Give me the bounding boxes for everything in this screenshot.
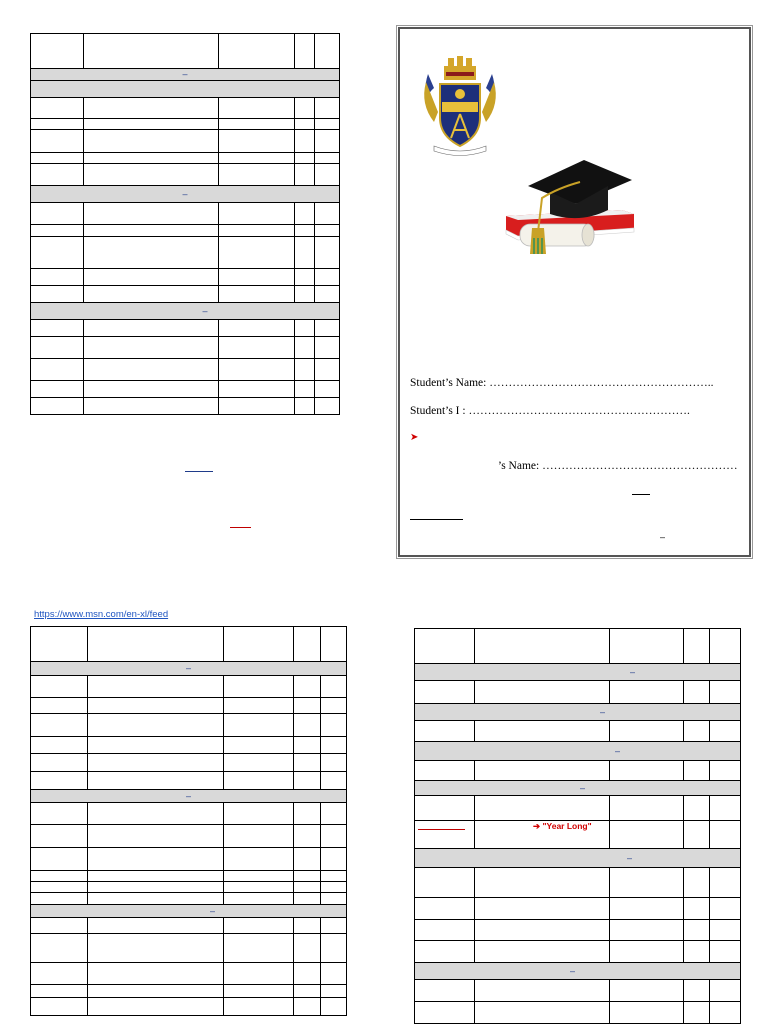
section-dash: – — [579, 782, 585, 793]
year-long-note: ➔ "Year Long" — [533, 821, 592, 831]
course-table-bottom-left — [30, 626, 347, 1016]
section-dash: – — [185, 663, 191, 673]
table-header-row — [31, 34, 340, 69]
table-row — [31, 803, 347, 825]
red-underline — [418, 829, 465, 830]
section-dash: – — [599, 706, 605, 717]
section-dash: – — [629, 666, 635, 677]
table-row — [31, 119, 340, 130]
table-row — [31, 153, 340, 164]
table-row — [31, 963, 347, 985]
section-dash: – — [626, 852, 632, 863]
section-row — [31, 905, 347, 918]
table-row — [415, 868, 741, 898]
table-row — [415, 980, 741, 1002]
section-dash: – — [182, 69, 188, 79]
table-row — [415, 1002, 741, 1024]
section-row — [415, 704, 741, 721]
table-row — [31, 934, 347, 963]
course-table-top-left — [30, 33, 340, 415]
table-row — [31, 286, 340, 303]
table-row — [31, 698, 347, 714]
section-row — [415, 781, 741, 796]
section-row — [31, 790, 347, 803]
section-row — [31, 303, 340, 320]
table-header-row — [415, 629, 741, 664]
table-row — [31, 848, 347, 871]
table-row — [415, 941, 741, 963]
table-row — [415, 796, 741, 821]
table-row — [415, 920, 741, 941]
table-row — [31, 882, 347, 893]
table-row — [415, 898, 741, 920]
section-row — [31, 186, 340, 203]
msn-feed-link[interactable]: https://www.msn.com/en-xl/feed — [34, 609, 169, 620]
university-crest-icon — [420, 52, 500, 156]
section-row — [415, 849, 741, 868]
table-row — [31, 893, 347, 905]
red-underline — [230, 527, 251, 528]
section-dash: – — [185, 790, 191, 801]
table-row — [31, 985, 347, 998]
table-row — [31, 772, 347, 790]
cover-dash: – — [660, 532, 666, 542]
table-row — [31, 676, 347, 698]
table-row — [31, 918, 347, 934]
section-dash: – — [202, 305, 208, 316]
table-header-row — [31, 627, 347, 662]
section-dash: – — [209, 905, 215, 916]
student-name-field: Student’s Name: ………………………………………………….. — [410, 377, 714, 389]
table-row — [31, 998, 347, 1016]
table-row — [31, 398, 340, 415]
section-dash: – — [614, 745, 620, 756]
table-row — [415, 681, 741, 704]
bullet-arrow-icon: ➤ — [410, 432, 419, 443]
section-row — [31, 662, 347, 676]
table-row — [31, 337, 340, 359]
table-row — [31, 714, 347, 737]
table-row — [31, 164, 340, 186]
section-row — [31, 81, 340, 98]
advisor-name-field: ’s Name: …………………………………………… — [498, 460, 738, 472]
table-row — [31, 754, 347, 772]
table-row — [31, 269, 340, 286]
section-row — [415, 664, 741, 681]
table-row — [31, 237, 340, 269]
student-id-field: Student’s I : …………………………………………………. — [410, 405, 690, 417]
table-row — [31, 320, 340, 337]
blue-underline — [185, 471, 213, 472]
date-underline — [410, 519, 463, 520]
table-row — [31, 381, 340, 398]
table-row — [31, 737, 347, 754]
section-row — [31, 69, 340, 81]
table-row — [31, 359, 340, 381]
table-row — [31, 825, 347, 848]
table-row — [31, 225, 340, 237]
section-row — [415, 742, 741, 761]
graduation-cap-diploma-icon — [498, 158, 636, 260]
section-row — [415, 963, 741, 980]
table-row — [31, 203, 340, 225]
table-row — [31, 98, 340, 119]
table-row — [415, 721, 741, 742]
signature-underline — [632, 494, 650, 495]
table-row — [415, 761, 741, 781]
table-row — [31, 871, 347, 882]
section-dash: – — [569, 965, 575, 976]
table-row — [31, 130, 340, 153]
section-dash: – — [182, 188, 188, 199]
